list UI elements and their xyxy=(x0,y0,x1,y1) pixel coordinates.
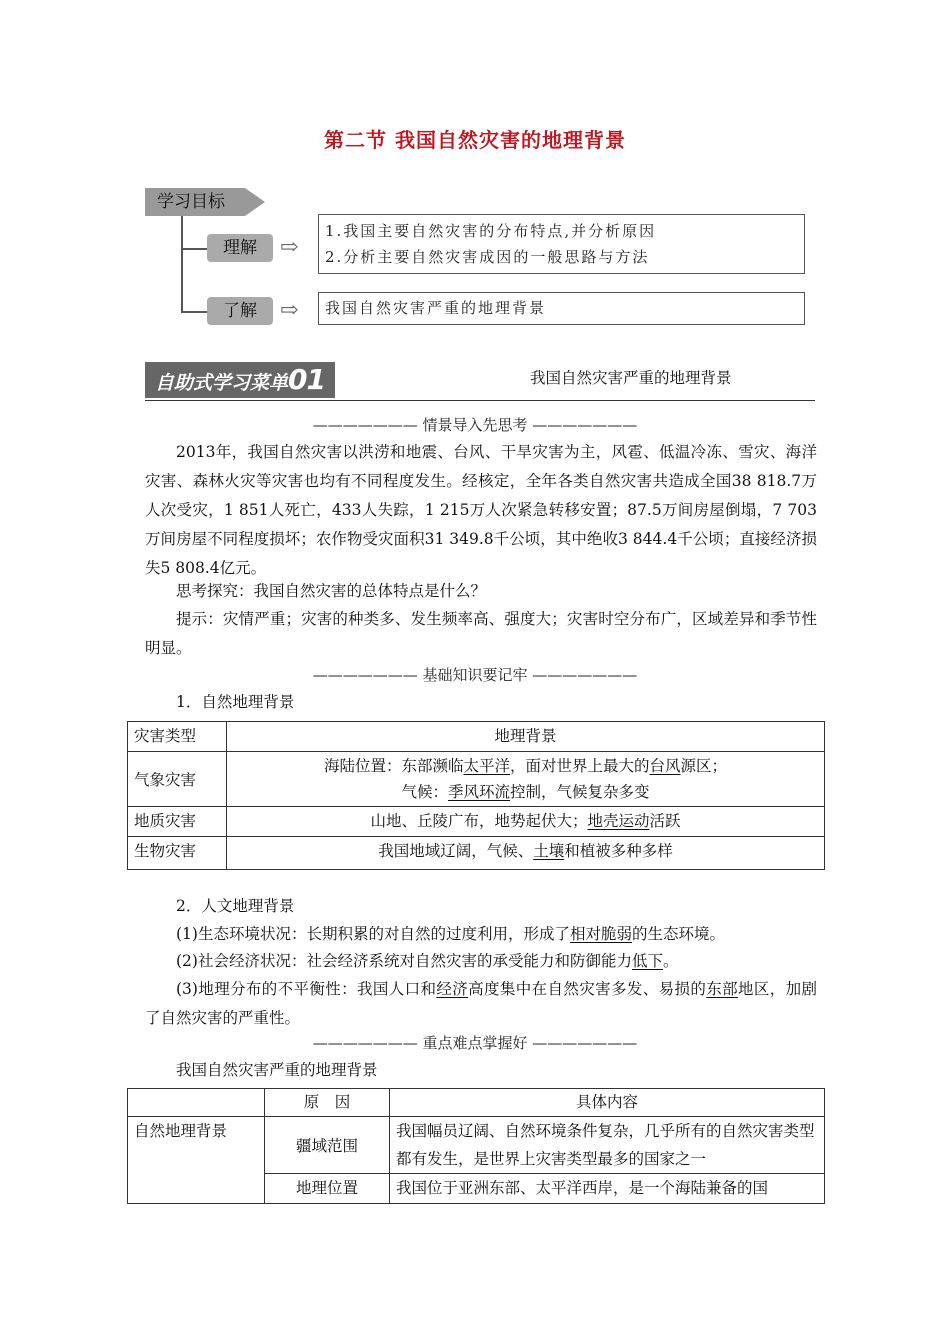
key-term: 东部 xyxy=(706,980,738,998)
key-term: 季风环流 xyxy=(447,783,510,801)
natural-heading: 1．自然地理背景 xyxy=(176,693,295,711)
tree-branch-understand xyxy=(181,248,207,250)
table-header-row xyxy=(128,722,825,752)
type-cell: 气象灾害 xyxy=(128,752,227,807)
key-heading: 我国自然灾害严重的地理背景 xyxy=(176,1061,378,1079)
know-item: 我国自然灾害严重的地理背景 xyxy=(325,299,547,317)
scenario-paragraph: 2013年，我国自然灾害以洪涝和地震、台风、干旱灾害为主，风雹、低温冷冻、雪灾、海洋灾害、森林火灾等灾害也均有不同程度发生。经核定，全年各类自然灾害共造成全国38 818.7万人次受灾，1 851人死亡，433人失踪，1 215万人次紧急转移安置；87.5万间房屋倒塌，7 703万间房屋不同程度损坏；农作物受灾面积31 349.8千公顷，其中绝收3 844.4千公顷；直接经济损失5 808.4亿元。 xyxy=(145,443,817,577)
objectives-tree-line xyxy=(181,216,183,312)
key-term: 相对脆弱 xyxy=(569,925,632,943)
banner-text: 自助式学习菜单 xyxy=(155,372,289,394)
scenario-hint: 提示：灾情严重；灾害的种类多、发生频率高、强度大；灾害时空分布广，区域差异和季节性明显。 xyxy=(145,610,817,657)
header-cell xyxy=(128,1089,265,1117)
background-cell xyxy=(227,752,825,807)
background-cell: 山地、丘陵广布，地势起伏大；地壳运动活跃 xyxy=(227,807,825,837)
header-cell: 灾害类型 xyxy=(128,722,227,752)
table-row xyxy=(128,1117,825,1174)
header-cell: 原 因 xyxy=(265,1089,390,1117)
divider-key: ——————— 重点难点掌握好 ——————— xyxy=(312,1034,638,1052)
understand-box xyxy=(318,214,805,274)
key-term: 低下 xyxy=(631,952,663,970)
know-box xyxy=(318,292,805,325)
human-item: (3)地理分布的不平衡性：我国人口和经济高度集中在自然灾害多发、易损的东部地区，加剧了自然灾害的严重性。 xyxy=(145,980,817,1027)
natural-table xyxy=(127,721,825,870)
type-cell: 地质灾害 xyxy=(128,807,227,837)
key-term: 台风 xyxy=(649,757,681,775)
background-line: 海陆位置：东部濒临太平洋，面对世界上最大的台风源区； xyxy=(323,757,728,775)
section-banner xyxy=(145,362,335,398)
arrow-right-icon: ⇨ xyxy=(280,235,299,260)
page-title: 第二节 我国自然灾害的地理背景 xyxy=(324,128,626,152)
divider-basics: ——————— 基础知识要记牢 ——————— xyxy=(312,666,638,684)
header-cell: 具体内容 xyxy=(390,1089,825,1117)
understand-item: 1.我国主要自然灾害的分布特点,并分析原因 xyxy=(325,222,657,240)
banner-number: 01 xyxy=(288,363,325,396)
background-cell: 我国地域辽阔，气候、土壤和植被多种多样 xyxy=(227,837,825,870)
human-item: (1)生态环境状况：长期积累的对自然的过度利用，形成了相对脆弱的生态环境。 xyxy=(176,925,725,943)
table-row xyxy=(128,807,825,837)
objectives-tag-arrow xyxy=(245,188,265,216)
reason-cell: 疆域范围 xyxy=(265,1117,390,1174)
key-term: 地壳运动 xyxy=(587,812,650,830)
content-cell: 我国幅员辽阔、自然环境条件复杂，几乎所有的自然灾害类型都有发生，是世界上灾害类型最多的国家之一 xyxy=(390,1117,825,1174)
objectives-tag: 学习目标 xyxy=(145,188,245,216)
type-cell: 生物灾害 xyxy=(128,837,227,870)
arrow-right-icon: ⇨ xyxy=(280,298,299,323)
know-label: 了解 xyxy=(207,297,273,325)
reason-cell: 地理位置 xyxy=(265,1174,390,1204)
section-heading: 我国自然灾害严重的地理背景 xyxy=(530,369,732,387)
table-row xyxy=(128,837,825,870)
key-term: 经济 xyxy=(436,980,469,998)
header-cell: 地理背景 xyxy=(227,722,825,752)
understand-label: 理解 xyxy=(207,234,273,262)
section-rule xyxy=(145,400,815,401)
table-row xyxy=(128,752,825,807)
key-table xyxy=(127,1088,825,1204)
group-cell: 自然地理背景 xyxy=(128,1117,265,1204)
understand-item: 2.分析主要自然灾害成因的一般思路与方法 xyxy=(325,248,650,266)
tree-branch-know xyxy=(181,311,207,313)
key-term: 土壤 xyxy=(533,842,565,860)
divider-scenario: ——————— 情景导入先思考 ——————— xyxy=(312,416,638,434)
background-line: 气候：季风环流控制，气候复杂多变 xyxy=(401,783,650,801)
key-term: 太平洋 xyxy=(463,757,510,775)
human-heading: 2．人文地理背景 xyxy=(176,897,295,915)
table-header-row xyxy=(128,1089,825,1117)
content-cell: 我国位于亚洲东部、太平洋西岸，是一个海陆兼备的国 xyxy=(390,1174,825,1204)
human-item: (2)社会经济状况：社会经济系统对自然灾害的承受能力和防御能力低下。 xyxy=(176,952,679,970)
scenario-question: 思考探究：我国自然灾害的总体特点是什么？ xyxy=(176,582,487,600)
